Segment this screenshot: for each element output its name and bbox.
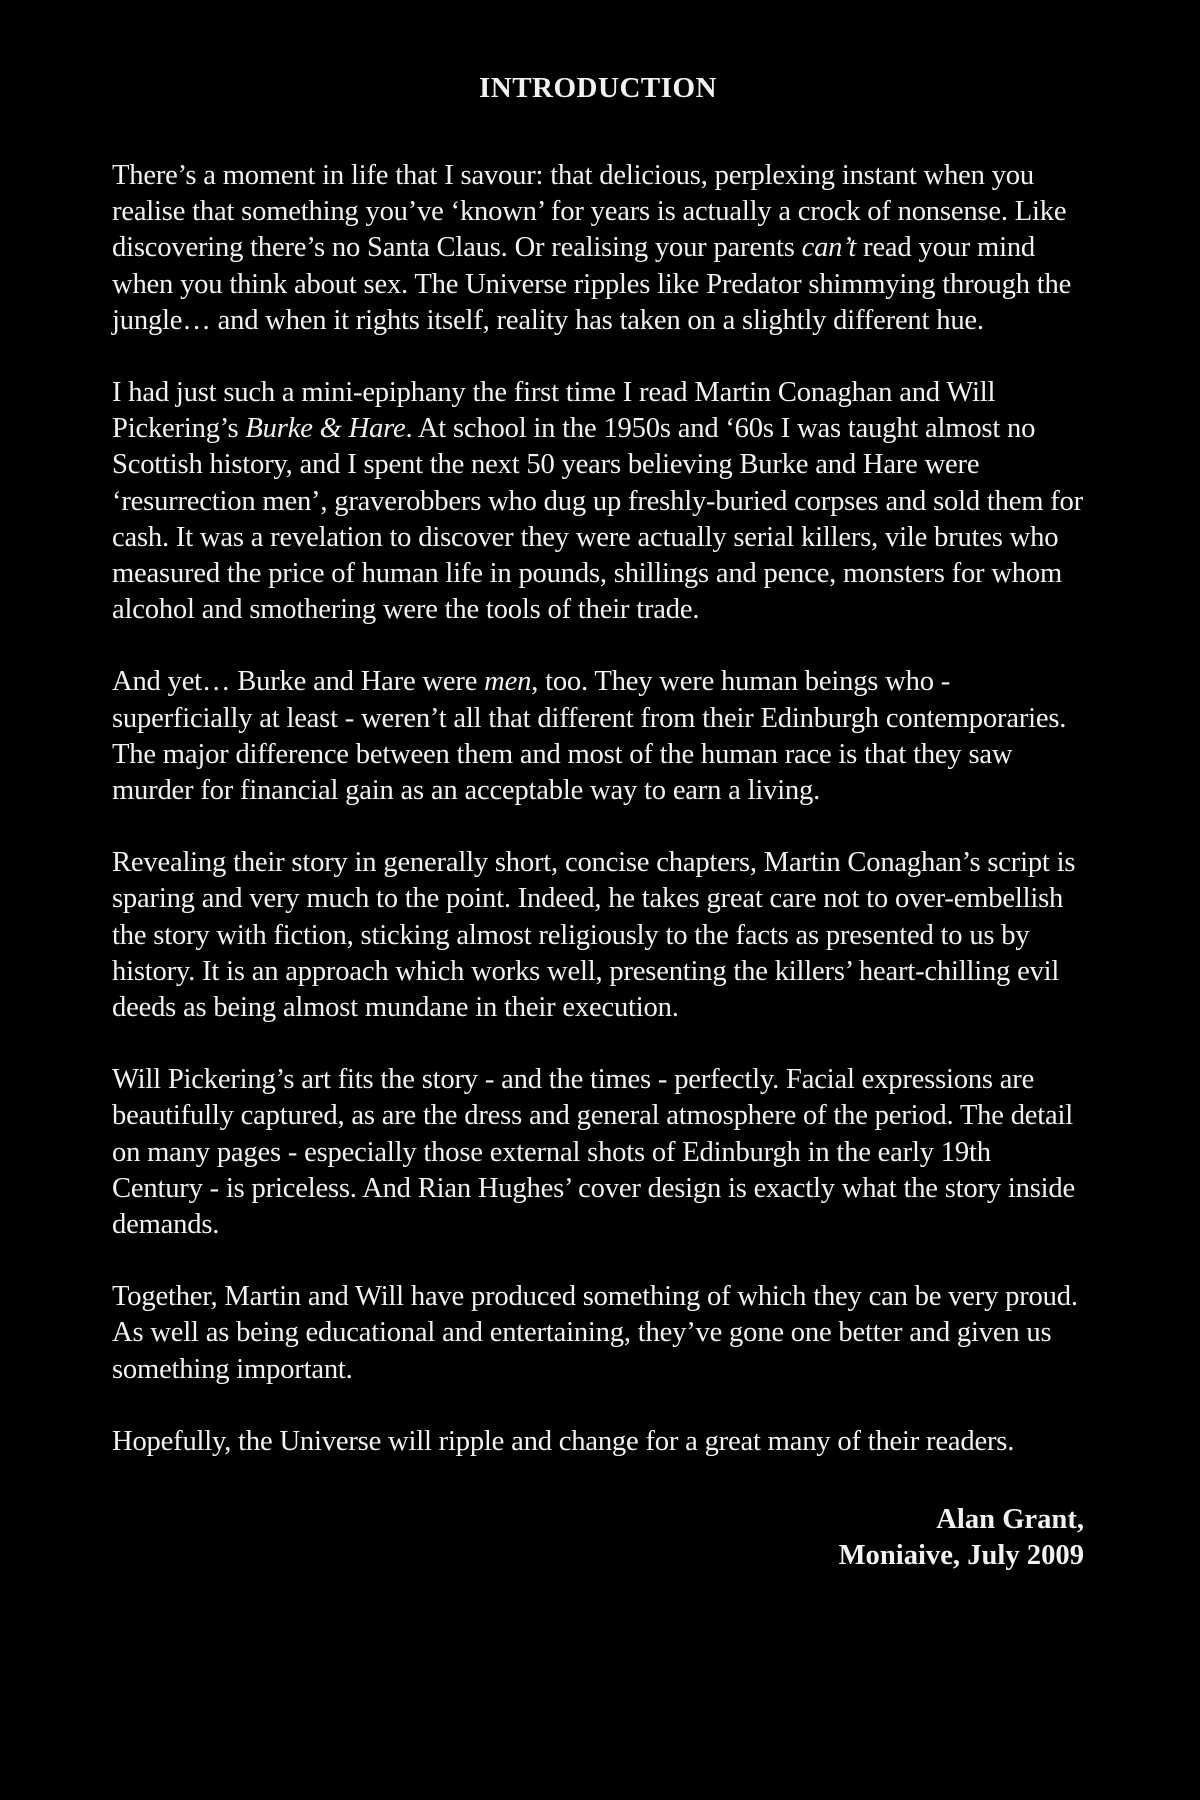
paragraph-text: , too. They were human beings who - superficially at least - weren’t all that different from their Edinburgh contemporaries. The major difference between them and most of the human race is that they saw murder for financial gain as an acceptable way to earn a living. <box>112 666 1067 807</box>
paragraph <box>112 158 1084 339</box>
paragraph <box>112 664 1084 809</box>
paragraph-text: And yet… Burke and Hare were <box>112 666 485 698</box>
paragraph-text: . At school in the 1950s and ‘60s I was taught almost no Scottish history, and I spent the next 50 years believing Burke and Hare were ‘resurrection men’, graverobbers who dug up freshly-buried corpses and sold them for cash. It was a revelation to discover they were actually serial killers, vile brutes who measured the price of human life in pounds, shillings and pence, monsters for whom alcohol and smothering were the tools of their trade. <box>112 413 1083 626</box>
page-title: INTRODUCTION <box>478 72 718 104</box>
body-text <box>112 158 1084 1460</box>
italic-text: Burke & Hare <box>245 413 406 445</box>
author-name: Alan Grant, <box>936 1504 1084 1536</box>
paragraph-text: Revealing their story in generally short, concise chapters, Martin Conaghan’s script is sparing and very much to the point. Indeed, he takes great care not to over-embellish the story with fiction, sticking almost religiously to the facts as presented to us by history. It is an approach which works well, presenting the killers’ heart-chilling evil deeds as being almost mundane in their execution. <box>112 847 1076 1024</box>
paragraph <box>112 1062 1084 1243</box>
paragraph <box>112 1279 1084 1388</box>
paragraph <box>112 845 1084 1026</box>
signature <box>112 1502 1084 1574</box>
paragraph-text: Together, Martin and Will have produced something of which they can be very proud. As well as being educational and entertaining, they’ve gone one better and given us something important. <box>112 1281 1078 1385</box>
paragraph <box>112 375 1084 628</box>
italic-text: men <box>484 666 532 698</box>
paragraph-text: Hopefully, the Universe will ripple and change for a great many of their readers. <box>112 1425 1015 1457</box>
paragraph <box>112 1424 1084 1460</box>
paragraph-text: I had just such a mini-epiphany the first time I read Martin Conaghan and Will Pickering’s <box>112 377 996 445</box>
paragraph-text: read your mind when you think about sex. The Universe ripples like Predator shimmying through the jungle… and when it rights itself, reality has taken on a slightly different hue. <box>112 232 1072 336</box>
italic-text: can’t <box>801 232 857 264</box>
paragraph-text: There’s a moment in life that I savour: that delicious, perplexing instant when you realise that something you’ve ‘known’ for years is actually a crock of nonsense. Like discovering there’s no Santa Claus. Or realising your parents <box>112 160 1067 264</box>
document-page <box>112 62 1084 1574</box>
place-date: Moniaive, July 2009 <box>838 1540 1084 1572</box>
paragraph-text: Will Pickering’s art fits the story - and the times - perfectly. Facial expressions are beautifully captured, as are the dress and general atmosphere of the period. The detail on many pages - especially those external shots of Edinburgh in the early 19th Century - is priceless. And Rian Hughes’ cover design is exactly what the story inside demands. <box>112 1064 1075 1241</box>
